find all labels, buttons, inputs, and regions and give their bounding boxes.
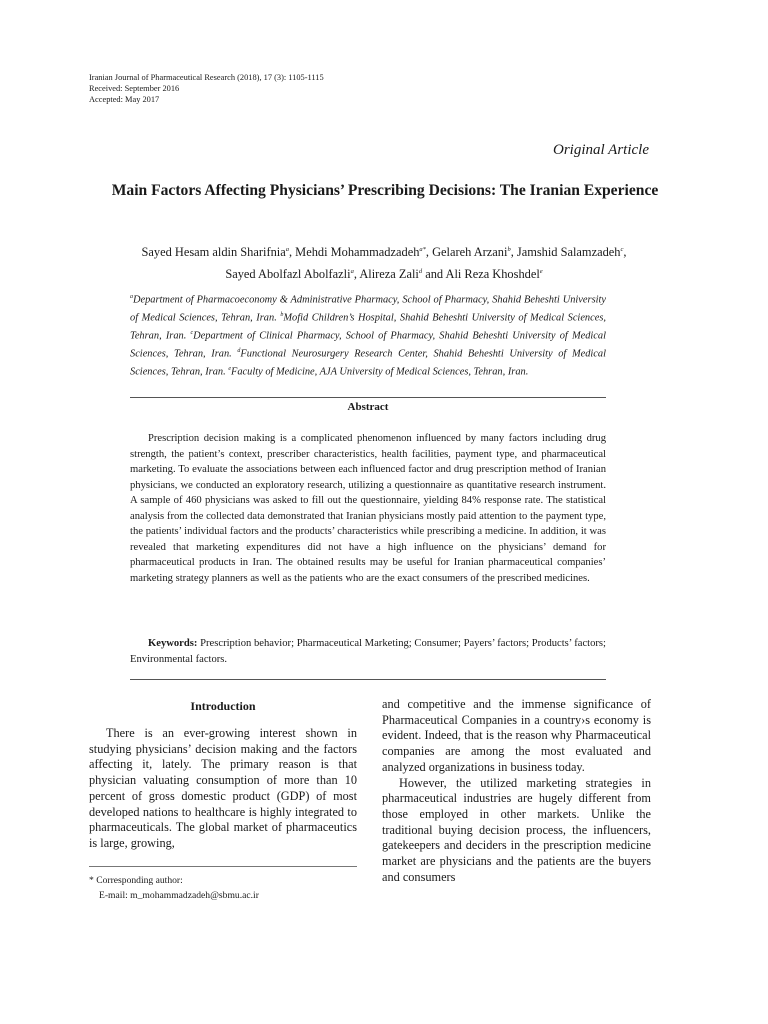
author-affiliation-marker: b [507, 246, 511, 253]
author-affiliation-marker: a [350, 268, 354, 276]
intro-paragraph-2: However, the utilized marketing strategies in pharmaceutical industries are hugely different from those employed in other markets. Unlike the traditional buying decision process, the influencers, gatekeepers and deciders in the prescription medicine market are physicians and the patients are the buyers and consumers [382, 775, 651, 884]
author-name: Jamshid Salamzadeh [516, 245, 621, 260]
corresponding-email: E-mail: m_mohammadzadeh@sbmu.ac.ir [99, 890, 259, 901]
author-list [80, 240, 688, 284]
article-type: Original Article [553, 142, 649, 158]
author-separator: , [353, 267, 360, 282]
author-affiliation-marker: d [418, 268, 423, 276]
footnote-rule [89, 866, 357, 867]
corresponding-author-label: * Corresponding author: [89, 875, 183, 886]
paper-title: Main Factors Affecting Physicians’ Prescribing Decisions: The Iranian Experience [111, 182, 659, 199]
author-name: Mehdi Mohammadzadeh [295, 245, 420, 260]
accepted-date: Accepted: May 2017 [89, 95, 160, 104]
affiliation-text: Functional Neurosurgery Research Center, Shahid Beheshti University of Medical Sciences, Tehran, Iran. [130, 348, 606, 378]
author-separator: and [422, 267, 446, 282]
affiliation-marker: b [280, 312, 284, 319]
author-affiliation-marker: a* [419, 246, 426, 253]
journal-header [89, 72, 489, 105]
affiliation-marker: c [190, 330, 194, 337]
author-name: Alireza Zali [359, 267, 419, 282]
keywords-label: Keywords: [148, 638, 198, 649]
keywords-text: Prescription behavior; Pharmaceutical Marketing; Consumer; Payers’ factors; Products’ factors; Environmental factors. [130, 638, 606, 665]
intro-paragraph-1: There is an ever-growing interest shown in studying physicians’ decision making and the factors affecting it, lately. The primary reason is that physician valuating consumption of more than 10 percent of gross domestic product (GDP) of most developed nations to healthcare is highly integrated to pharmaceuticals. The global market of pharmaceutics is large, growing, [89, 726, 357, 850]
author-separator: , [510, 245, 517, 260]
affiliation-text: Mofid Children’s Hospital, Shahid Beheshti University of Medical Sciences, Tehran, Iran. [130, 312, 606, 342]
author-affiliation-marker: a [285, 246, 289, 253]
abstract-text: Prescription decision making is a complicated phenomenon influenced by many factors including drug strength, the patient’s context, prescriber characteristics, health facilities, payment type, and pharmaceutical marketing. To evaluate the associations between each influenced factor and drug prescription method of Iranian physicians, we conducted an exploratory research, utilizing a questionnaire as quantitative research instrument. A sample of 460 physicians was asked to fill out the questionnaire, yielding 84% response rate. The statistical analysis from the collected data demonstrated that Iranian physicians mostly paid attention to the payment type, the patients’ individual factors and the products’ characteristics while prescribing a medicine. In addition, it was revealed that marketing expenditures did not have a high influence on the physicians’ demand for pharmaceutical products in Iran. The obtained results may be useful for Iranian pharmaceutical companies’ marketing strategy planners as well as the patients who are the exact consumers of the prescribed medicines. [130, 433, 606, 584]
affiliation-text: Department of Clinical Pharmacy, School of Pharmacy, Shahid Beheshti University of Medical Sciences, Tehran, Iran. [130, 330, 606, 360]
author-separator: , [288, 245, 296, 260]
abstract-heading: Abstract [347, 401, 389, 413]
abstract-top-rule [130, 397, 606, 398]
author-name: Sayed Abolfazl Abolfazli [225, 267, 351, 282]
author-separator: , [425, 245, 433, 260]
author-name: Ali Reza Khoshdel [445, 267, 540, 282]
affiliation-marker: e [228, 366, 231, 373]
affiliation-text: Department of Pharmacoeconomy & Administrative Pharmacy, School of Pharmacy, Shahid Beheshti University of Medical Sciences, Tehran, Iran. [130, 294, 606, 324]
author-name: Gelareh Arzani [432, 245, 508, 260]
author-separator: , [623, 245, 627, 260]
intro-paragraph-continued: and competitive and the immense significance of Pharmaceutical Companies in a country›s economy is evident. Indeed, that is the reason why Pharmaceutical companies are among the most evaluated and analyzed organizations in business today. [382, 697, 651, 774]
abstract-bottom-rule [130, 679, 606, 680]
left-column [89, 698, 357, 852]
journal-citation: Iranian Journal of Pharmaceutical Research (2018), 17 (3): 1105-1115 [89, 73, 324, 82]
received-date: Received: September 2016 [89, 84, 180, 93]
affiliation-text: Faculty of Medicine, AJA University of Medical Sciences, Tehran, Iran. [231, 366, 529, 378]
author-affiliation-marker: c [620, 246, 624, 253]
affiliation-marker: a [130, 294, 133, 300]
footnote [89, 873, 357, 903]
introduction-heading: Introduction [190, 699, 256, 713]
author-affiliation-marker: e [539, 268, 543, 276]
author-name: Sayed Hesam aldin Sharifnia [141, 245, 286, 260]
right-column [382, 697, 651, 885]
affiliation-marker: d [237, 348, 241, 355]
affiliations [130, 290, 606, 380]
keywords [130, 636, 606, 667]
